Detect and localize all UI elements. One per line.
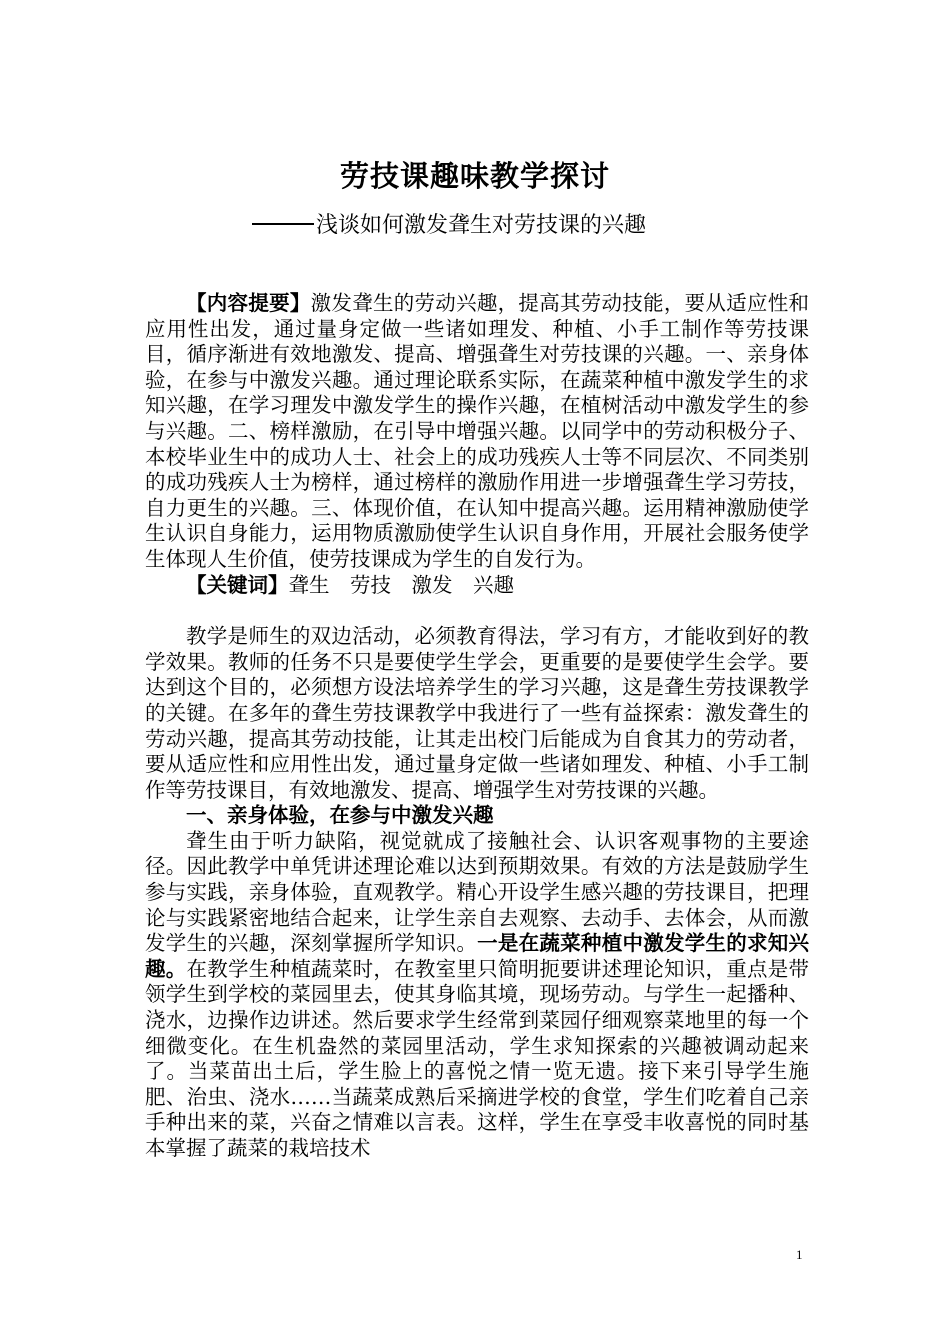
subtitle-dash: [252, 223, 314, 225]
document-body: [145, 291, 809, 1162]
document-subtitle: [252, 210, 646, 242]
page-number: 1: [796, 1247, 803, 1262]
subtitle-text: 浅谈如何激发聋生对劳技课的兴趣: [316, 213, 647, 238]
section1-bold-text: 一是在蔬菜种植中激发学生的求知兴趣。: [145, 931, 810, 981]
keywords-text: 聋生 劳技 激发 兴趣: [288, 572, 514, 597]
paragraph-gap: [145, 598, 809, 624]
keywords-paragraph: [145, 573, 809, 599]
section1-text-b: 在教学生种植蔬菜时，在教室里只简明扼要讲述理论知识，重点是带领学生到学校的菜园里去，使其身临其境，现场劳动。与学生一起播种、浇水，边操作边讲述。然后要求学生经常到菜园仔细观察菜地里的每一个细微变化。在生机盎然的菜园里活动，学生求知探索的兴趣被调动起来了。当菜苗出土后，学生脸上的喜悦之情一览无遗。接下来引导学生施肥、治虫、浇水……当蔬菜成熟后采摘进学校的食堂，学生们吃着自己亲手种出来的菜，兴奋之情难以言表。这样，学生在享受丰收喜悦的同时基本掌握了蔬菜的栽培技术: [145, 956, 810, 1160]
abstract-paragraph: [145, 291, 809, 573]
document-title: 劳技课趣味教学探讨: [339, 159, 610, 193]
abstract-label: 【内容提要】: [186, 291, 311, 315]
abstract-text: 激发聋生的劳动兴趣，提高其劳动技能，要从适应性和应用性出发，通过量身定做一些诸如理发、种植、小手工制作等劳技课目，循序渐进有效地激发、提高、增强聋生对劳技课的兴趣。一、亲身体验，在参与中激发兴趣。通过理论联系实际，在蔬菜种植中激发学生的求知兴趣，在学习理发中激发学生的操作兴趣，在植树活动中激发学生的参与兴趣。二、榜样激励，在引导中增强兴趣。以同学中的劳动积极分子、本校毕业生中的成功人士、社会上的成功残疾人士等不同层次、不同类别的成功残疾人士为榜样，通过榜样的激励作用进一步增强聋生学习劳技，自力更生的兴趣。三、体现价值，在认知中提高兴趣。运用精神激励使学生认识自身能力，运用物质激励使学生认识自身作用，开展社会服务使学生体现人生价值，使劳技课成为学生的自发行为。: [145, 291, 809, 571]
intro-paragraph: 教学是师生的双边活动，必须教育得法，学习有方，才能收到好的教学效果。教师的任务不只是要使学生学会，更重要的是要使学生会学。要达到这个目的，必须想方设法培养学生的学习兴趣，这是聋生劳技课教学的关键。在多年的聋生劳技课教学中我进行了一些有益探索：激发聋生的劳动兴趣，提高其劳动技能，让其走出校门后能成为自食其力的劳动者，要从适应性和应用性出发，通过量身定做一些诸如理发、种植、小手工制作等劳技课目，有效地激发、提高、增强学生对劳技课的兴趣。: [145, 624, 809, 802]
section1-heading: 一、亲身体验，在参与中激发兴趣: [186, 803, 494, 828]
keywords-label: 【关键词】: [186, 572, 289, 597]
section1-paragraph: [145, 829, 809, 1162]
section1-text-a: 聋生由于听力缺陷，视觉就成了接触社会、认识客观事物的主要途径。因此教学中单凭讲述理论难以达到预期效果。有效的方法是鼓励学生参与实践，亲身体验，直观教学。精心开设学生感兴趣的劳技课目，把理论与实践紧密地结合起来，让学生亲自去观察、去动手、去体会，从而激发学生的兴趣，深刻掌握所学知识。: [145, 828, 809, 956]
